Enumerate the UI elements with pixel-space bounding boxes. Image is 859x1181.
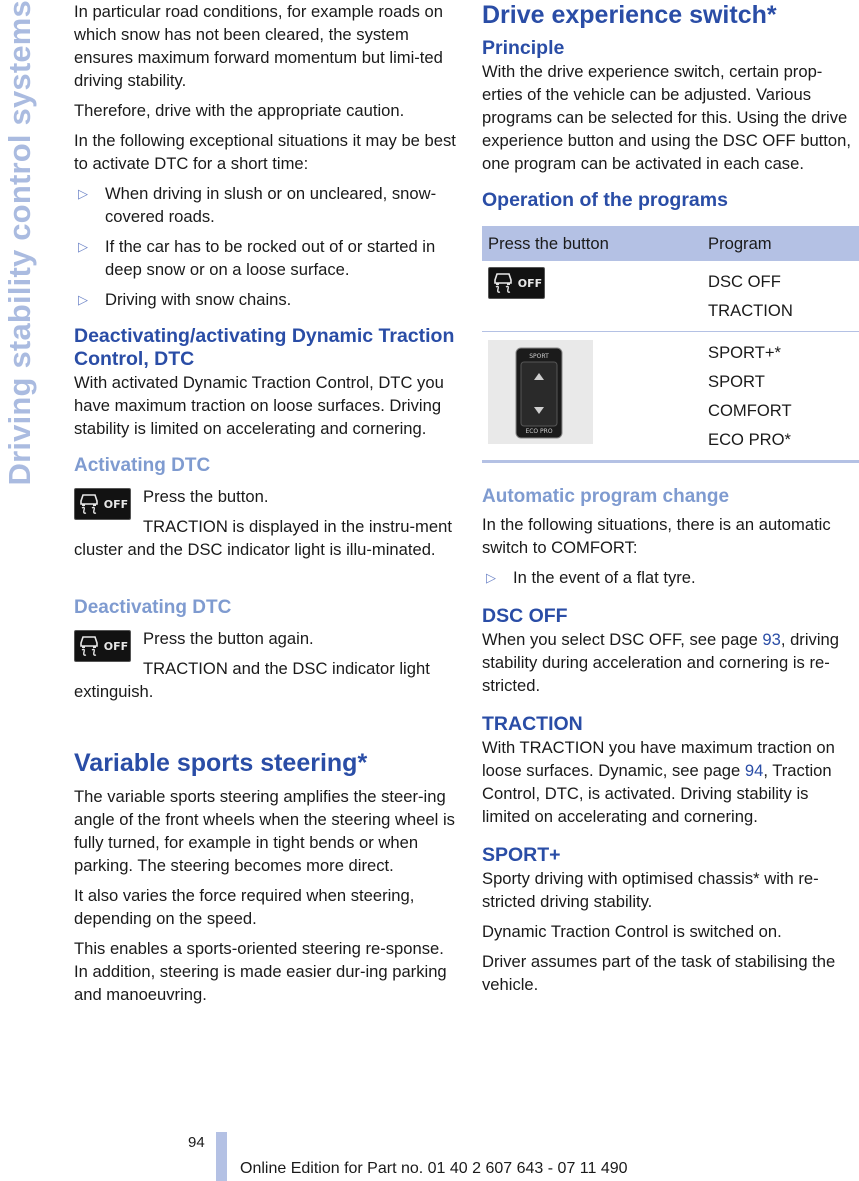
dtc-paragraph: With activated Dynamic Traction Control, DTC you have maximum traction on loose surfaces. Driving stability is limited on accelerating and cornering. bbox=[74, 373, 444, 438]
rocker-bottom-label: ECO PRO bbox=[525, 428, 553, 435]
sport-plus-paragraph-2: Dynamic Traction Control is switched on. bbox=[482, 922, 782, 941]
column-header: Program bbox=[702, 226, 859, 261]
steering-paragraph-3: This enables a sports-oriented steering re-sponse. In addition, steering is made easier dur-ing parking and manoeuvring. bbox=[74, 939, 447, 1004]
chapter-title: Driving stability control systems bbox=[2, 0, 37, 486]
traction-paragraph: With TRACTION you have maximum traction on loose surfaces. Dynamic, see page 94, Traction Control, DTC, is activated. Driving stability is limited on accelerating and cornering. bbox=[482, 738, 835, 826]
intro-paragraph: In particular road conditions, for example roads on which snow has not been cleared, the system ensures maximum forward momentum but limi-ted driving stability. bbox=[74, 2, 443, 90]
activating-dtc-heading: Activating DTC bbox=[74, 455, 211, 476]
program-name: TRACTION bbox=[708, 301, 793, 320]
footer-bar bbox=[216, 1132, 227, 1181]
program-name: COMFORT bbox=[708, 401, 792, 420]
traction-heading: TRACTION bbox=[482, 713, 583, 735]
principle-heading: Principle bbox=[482, 37, 565, 59]
off-label: OFF bbox=[103, 497, 129, 511]
skidding-car-icon bbox=[77, 492, 101, 516]
deactivating-step-2: TRACTION and the DSC indicator light extinguish. bbox=[74, 659, 430, 701]
bullet-item: ▷ If the car has to be rocked out of or started in deep snow or on a loose surface. bbox=[74, 235, 456, 281]
bullet-arrow-icon: ▷ bbox=[78, 239, 88, 254]
drive-experience-switch-image bbox=[488, 340, 593, 444]
table-header-row bbox=[482, 226, 859, 261]
programs-table bbox=[482, 226, 859, 463]
skidding-car-icon bbox=[77, 634, 101, 658]
left-column bbox=[74, 0, 456, 1013]
program-name: ECO PRO* bbox=[708, 430, 791, 449]
bullet-arrow-icon: ▷ bbox=[78, 292, 88, 307]
rocker-top-label: SPORT bbox=[529, 353, 549, 360]
column-header: Press the button bbox=[482, 226, 702, 261]
dsc-off-button-icon bbox=[488, 267, 545, 299]
rocker-switch-icon bbox=[488, 340, 593, 444]
dsc-off-button-icon bbox=[74, 488, 131, 520]
sport-plus-heading: SPORT+ bbox=[482, 844, 561, 866]
sport-plus-paragraph-3: Driver assumes part of the task of stabilising the vehicle. bbox=[482, 952, 836, 994]
bullet-item: ▷ Driving with snow chains. bbox=[74, 288, 456, 311]
chapter-side-tab bbox=[0, 0, 42, 620]
bullet-arrow-icon: ▷ bbox=[78, 186, 88, 201]
edition-text: Online Edition for Part no. 01 40 2 607 643 - 07 11 490 bbox=[240, 1160, 628, 1177]
off-label: OFF bbox=[103, 639, 129, 653]
caution-paragraph: Therefore, drive with the appropriate caution. bbox=[74, 101, 405, 120]
drive-experience-heading: Drive experience switch* bbox=[482, 1, 777, 29]
steering-paragraph-2: It also varies the force required when steering, depending on the speed. bbox=[74, 886, 415, 928]
page-number: 94 bbox=[188, 1134, 205, 1151]
auto-change-heading: Automatic program change bbox=[482, 486, 730, 507]
steering-paragraph-1: The variable sports steering amplifies the steer-ing angle of the front wheels when the steering wheel is fully turned, for example in tight bends or when parking. The steering becomes more direct. bbox=[74, 787, 455, 875]
bullet-item: ▷ When driving in slush or on uncleared, snow-covered roads. bbox=[74, 182, 456, 228]
off-label: OFF bbox=[517, 276, 543, 290]
bullet-arrow-icon: ▷ bbox=[486, 570, 496, 585]
table-row bbox=[482, 332, 859, 462]
deactivating-dtc-heading: Deactivating DTC bbox=[74, 597, 232, 618]
page-link[interactable]: 93 bbox=[762, 630, 781, 649]
activating-step-1: Press the button. bbox=[143, 487, 269, 506]
bullet-item: ▷ In the event of a flat tyre. bbox=[482, 566, 859, 589]
dsc-off-paragraph: When you select DSC OFF, see page 93, driving stability during acceleration and cornering is re-stricted. bbox=[482, 630, 839, 695]
page-link[interactable]: 94 bbox=[744, 761, 764, 780]
situations-paragraph: In the following exceptional situations it may be best to activate DTC for a short time: bbox=[74, 131, 456, 173]
program-name: SPORT+* bbox=[708, 343, 782, 362]
dsc-off-button-icon bbox=[74, 630, 131, 662]
dsc-off-heading: DSC OFF bbox=[482, 605, 568, 627]
program-name: DSC OFF bbox=[708, 272, 781, 291]
program-name: SPORT bbox=[708, 372, 765, 391]
activating-step-2: TRACTION is displayed in the instru-ment cluster and the DSC indicator light is illu-minated. bbox=[74, 517, 452, 559]
operation-heading: Operation of the programs bbox=[482, 189, 728, 211]
table-row bbox=[482, 261, 859, 332]
deactivating-step-1: Press the button again. bbox=[143, 629, 314, 648]
auto-change-paragraph: In the following situations, there is an automatic switch to COMFORT: bbox=[482, 515, 831, 557]
dtc-heading: Deactivating/activating Dynamic Traction Control, DTC bbox=[74, 325, 455, 370]
variable-steering-heading: Variable sports steering* bbox=[74, 749, 368, 777]
sport-plus-paragraph-1: Sporty driving with optimised chassis* with re-stricted driving stability. bbox=[482, 869, 819, 911]
skidding-car-icon bbox=[491, 271, 515, 295]
right-column bbox=[482, 0, 859, 1003]
principle-paragraph: With the drive experience switch, certain prop-erties of the vehicle can be adjusted. Various programs can be selected for this. Using the drive experience button and using the DSC OFF button, one program can be activated in each case. bbox=[482, 62, 851, 173]
